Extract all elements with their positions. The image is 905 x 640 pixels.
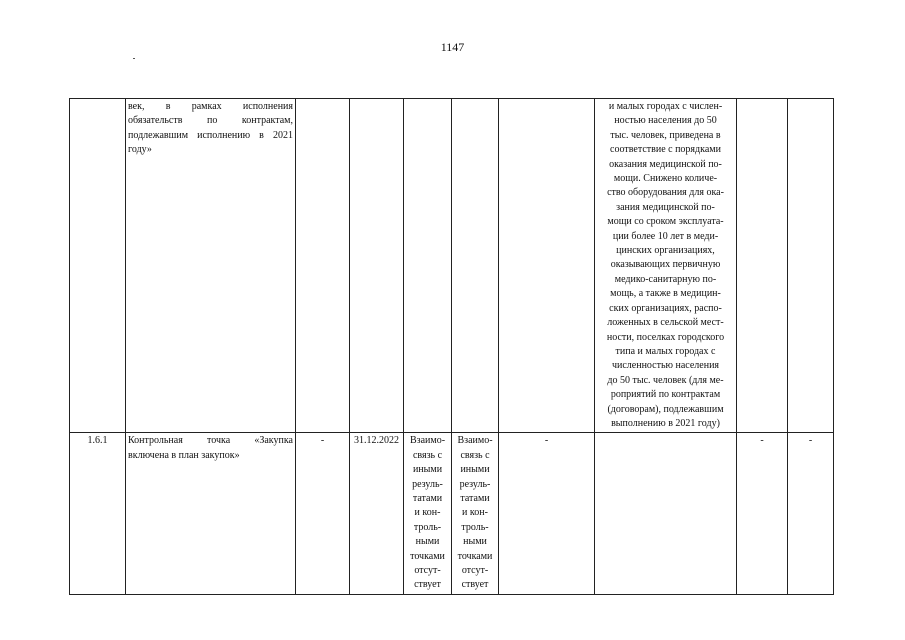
table-row [70, 433, 834, 594]
cell-text-line: типа и малых городах с [615, 345, 716, 357]
cell-text-line: ции более 10 лет в меди- [612, 230, 719, 242]
date-cell [350, 99, 404, 433]
scan-speck [133, 58, 135, 59]
page-number: 1147 [440, 40, 465, 54]
cell-text-line: ство оборудования для ока- [607, 187, 724, 199]
cell-text-line: ских организациях, распо- [609, 302, 722, 314]
relation-prev-cell [404, 99, 452, 433]
cell-text-line: мощи. Снижено количе- [613, 173, 718, 185]
value-cell [788, 99, 834, 433]
cell-text-line: зания медицинской по- [616, 201, 715, 213]
description-cell: Контрольная точка «Закупка включена в план закупок» [126, 433, 296, 594]
relation-prev-cell [404, 433, 452, 594]
cell-text-line: мощи со сроком эксплуата- [607, 216, 724, 228]
cell-text-line: связь с [460, 449, 490, 461]
cell-text-line: роприятий по контрактам [610, 389, 721, 401]
value-cell: - [499, 433, 595, 594]
cell-text-line: до 50 тыс. человек (для ме- [607, 374, 724, 386]
cell-text-line: точками [410, 550, 445, 562]
cell-text-line: и малых городах с числен- [608, 101, 723, 112]
cell-text-line: численностью населения [611, 360, 720, 372]
cell-text-line: медико-санитарную по- [614, 273, 717, 285]
cell-text-line: соответствие с порядками [610, 144, 721, 156]
cell-text-line: оказания медицинской по- [609, 158, 722, 170]
row-number-cell [70, 99, 126, 433]
cell-text-line: ностью населения до 50 [614, 115, 717, 127]
description-cell: век, в рамках исполнения обязательств по контрактам, подлежавшим исполнению в 2021 году» [126, 99, 296, 433]
cell-text-line: троль- [413, 521, 442, 533]
table-row [70, 99, 834, 433]
cell-text-line: резуль- [459, 478, 491, 490]
cell-text-line: Взаимо- [409, 435, 446, 447]
cell-text-line: связь с [412, 449, 443, 461]
value-cell: - [296, 433, 350, 594]
row-number-cell: 1.6.1 [70, 433, 126, 594]
cell-text-line: ными [415, 536, 440, 548]
cell-text-line: Взаимо- [457, 435, 493, 447]
relation-next-cell [452, 99, 499, 433]
cell-text-line: ствует [414, 579, 441, 591]
relation-next-cell [452, 433, 499, 594]
cell-text-line: выполнению в 2021 году) [611, 417, 720, 429]
cell-text-line: отсут- [461, 565, 489, 576]
cell-text-line: ложенных в сельской мест- [607, 317, 724, 329]
note-cell [595, 433, 737, 594]
cell-text-line: ности, поселках городского [606, 331, 725, 343]
cell-text-line: тыс. человек, приведена в [610, 129, 721, 141]
cell-text-line: отсут- [414, 565, 441, 576]
cell-text-line: татами [460, 492, 490, 504]
value-cell [499, 99, 595, 433]
date-cell: 31.12.2022 [350, 433, 404, 594]
cell-text-line: мощь, а также в медицин- [610, 288, 721, 300]
cell-text-line: (договорам), подлежавшим [607, 403, 724, 415]
cell-text-line: и кон- [462, 507, 488, 519]
cell-text-line: цинских организациях, [616, 245, 715, 257]
value-cell: - [788, 433, 834, 594]
cell-text-line: ными [463, 536, 487, 548]
cell-text-line: троль- [461, 521, 489, 533]
cell-text-line: иными [460, 464, 490, 476]
value-cell [737, 99, 788, 433]
cell-text-line: татами [412, 492, 443, 504]
cell-text-line: резуль- [412, 478, 443, 490]
cell-text-line: и кон- [414, 507, 441, 519]
report-table [69, 98, 834, 595]
cell-text-line: иными [412, 464, 443, 476]
note-cell [595, 99, 737, 433]
cell-text-line: точками [457, 550, 493, 562]
value-cell [296, 99, 350, 433]
cell-text-line: оказывающих первичную [610, 259, 721, 271]
cell-text-line: ствует [461, 579, 489, 591]
value-cell: - [737, 433, 788, 594]
